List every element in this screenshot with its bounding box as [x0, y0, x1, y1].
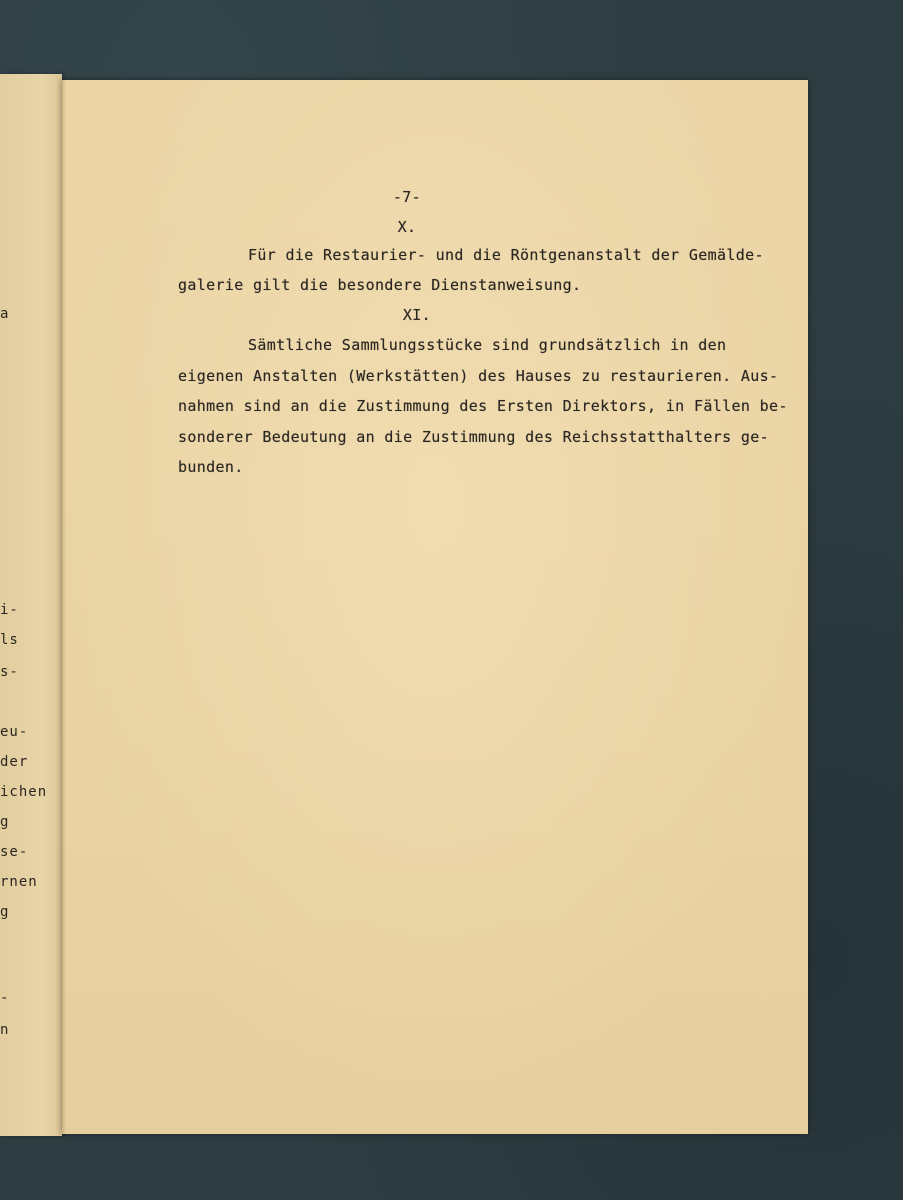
left-page-fragment: ichen	[0, 784, 48, 800]
left-page-fragment: rnen	[0, 874, 38, 890]
paragraph-line: nahmen sind an die Zustimmung des Ersten Direktors, in Fällen be-	[178, 397, 788, 415]
left-page-fragment: a	[0, 306, 10, 322]
left-page-fragment: ls	[0, 632, 19, 648]
left-page-fragment: g	[0, 904, 10, 920]
left-page-fragment: i-	[0, 602, 19, 618]
left-page-fragment: der	[0, 754, 29, 770]
section-heading-x: X.	[397, 218, 417, 236]
underlying-left-page	[0, 74, 62, 1136]
left-page-fragment: -	[0, 990, 10, 1006]
left-page-fragment: s-	[0, 664, 19, 680]
paragraph-line: sonderer Bedeutung an die Zustimmung des Reichsstatthalters ge-	[178, 428, 769, 446]
paragraph-line: Sämtliche Sammlungsstücke sind grundsätzlich in den	[248, 336, 727, 354]
left-page-fragment: eu-	[0, 724, 29, 740]
document-page	[62, 80, 808, 1134]
paragraph-line: eigenen Anstalten (Werkstätten) des Hauses zu restaurieren. Aus-	[178, 367, 779, 385]
paragraph-line: galerie gilt die besondere Dienstanweisung.	[178, 276, 582, 294]
paragraph-line: Für die Restaurier- und die Röntgenanstalt der Gemälde-	[248, 246, 764, 264]
left-page-fragment: g	[0, 814, 10, 830]
left-page-fragment: se-	[0, 844, 29, 860]
section-heading-xi: XI.	[402, 306, 432, 324]
page-number: -7-	[392, 188, 422, 206]
paragraph-line: bunden.	[178, 458, 244, 476]
left-page-fragment: n	[0, 1022, 10, 1038]
